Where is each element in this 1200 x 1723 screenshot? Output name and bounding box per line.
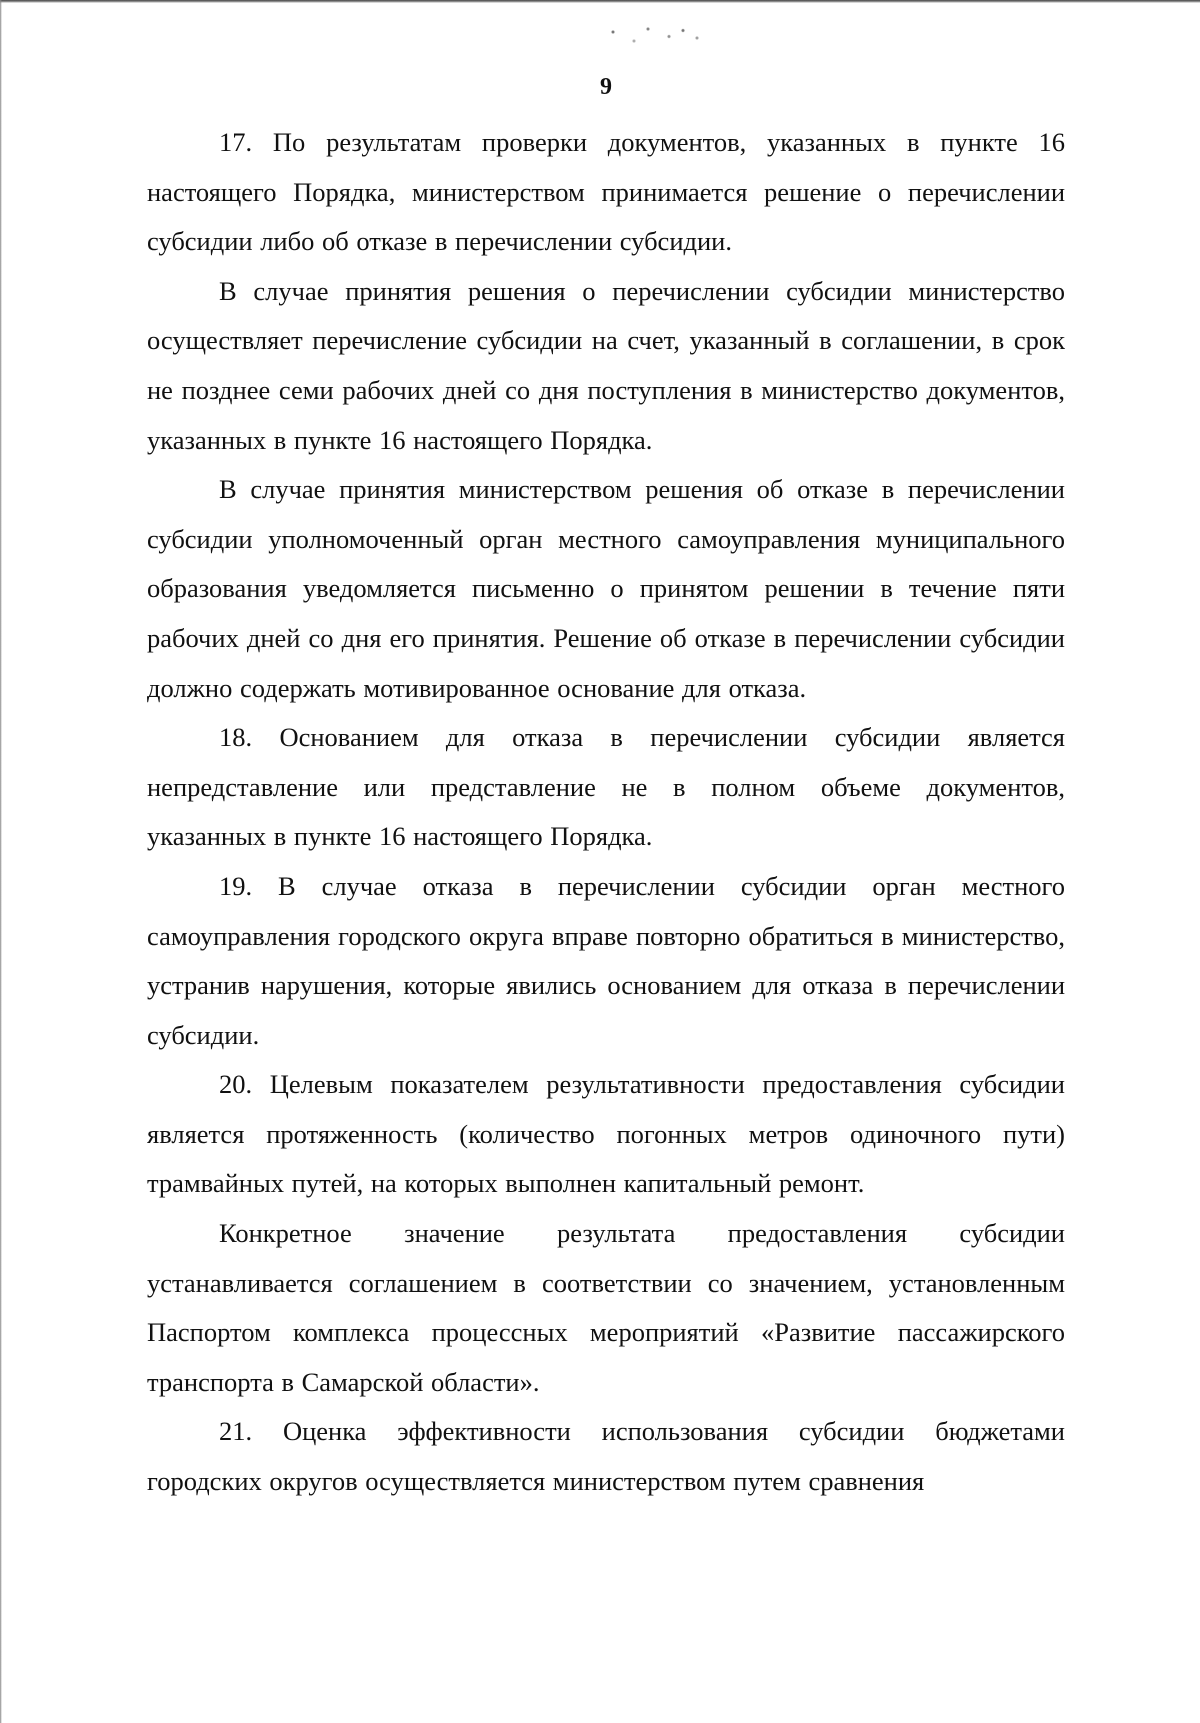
document-body — [147, 118, 1065, 1507]
paragraph-20-value: Конкретное значение результата предоставления субсидии устанавливается соглашением в соответствии со значением, установленным Паспортом комплекса процессных мероприятий «Развитие пассажирского транспорта в Самарской области». — [147, 1218, 1065, 1397]
paragraph-20: 20. Целевым показателем результативности предоставления субсидии является протяженность (количество погонных метров одиночного пути) трамвайных путей, на которых выполнен капитальный ремонт. — [147, 1069, 1065, 1199]
paragraph-17-refusal: В случае принятия министерством решения об отказе в перечислении субсидии уполномоченный орган местного самоуправления муниципального образования уведомляется письменно о принятом решении в течение пяти рабочих дней со дня его принятия. Решение об отказе в перечислении субсидии должно содержать мотивированное основание для отказа. — [147, 474, 1065, 703]
paragraph-18: 18. Основанием для отказа в перечислении субсидии является непредставление или представление не в полном объеме документов, указанных в пункте 16 настоящего Порядка. — [147, 722, 1065, 852]
paragraph-17: 17. По результатам проверки документов, указанных в пункте 16 настоящего Порядка, министерством принимается решение о перечислении субсидии либо об отказе в перечислении субсидии. — [147, 127, 1065, 257]
scan-edge-top — [0, 0, 1200, 3]
paragraph-17-transfer: В случае принятия решения о перечислении субсидии министерство осуществляет перечисление субсидии на счет, указанный в соглашении, в срок не позднее семи рабочих дней со дня поступления в министерство документов, указанных в пункте 16 настоящего Порядка. — [147, 275, 1065, 455]
paragraph-19: 19. В случае отказа в перечислении субсидии орган местного самоуправления городского округа вправе повторно обратиться в министерство, устранив нарушения, которые явились основанием для отказа в перечислении субсидии. — [147, 870, 1065, 1050]
scan-noise — [585, 20, 725, 50]
paragraph-21: 21. Оценка эффективности использования субсидии бюджетами городских округов осуществляется министерством путем сравнения — [147, 1416, 1065, 1497]
scan-edge-left — [0, 0, 2, 1723]
page-number: 9 — [600, 74, 612, 100]
